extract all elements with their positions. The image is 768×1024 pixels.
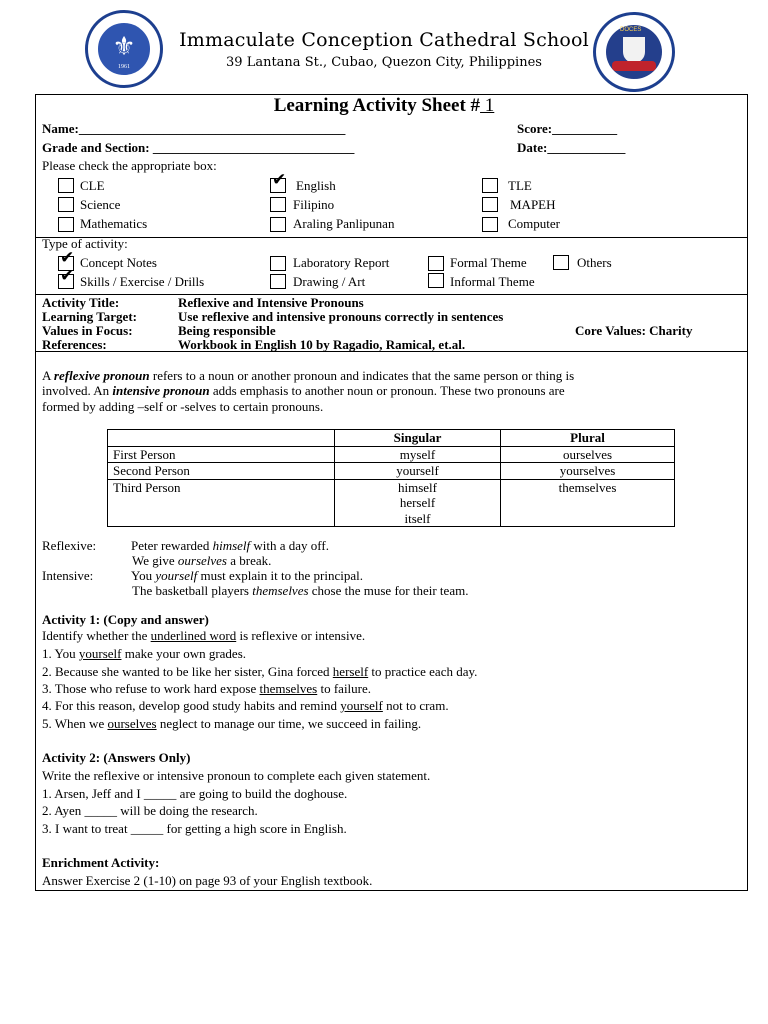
activity-1-title: Activity 1: (Copy and answer) xyxy=(42,612,209,627)
checkbox-label: MAPEH xyxy=(510,197,556,212)
checkbox-label: CLE xyxy=(80,178,105,193)
checkbox-araling-panlipunan[interactable] xyxy=(270,217,286,232)
learning-target-label: Learning Target: xyxy=(42,309,137,324)
score-field[interactable]: Score:__________ xyxy=(517,121,618,136)
activity-title-label: Activity Title: xyxy=(42,295,120,310)
references-label: References: xyxy=(42,337,107,352)
activity-1-item: 4. For this reason, develop good study habits and remind yourself not to cram. xyxy=(42,698,449,713)
checkbox-label: Laboratory Report xyxy=(293,255,390,270)
fleur-de-lis-icon: ⚜ xyxy=(112,32,136,61)
table-header: Singular xyxy=(335,430,501,447)
name-field[interactable]: Name:_________________________________________ xyxy=(42,121,346,136)
diocese-logo xyxy=(593,12,675,92)
checkbox-label: Informal Theme xyxy=(450,274,535,289)
checkbox-label: Science xyxy=(80,197,121,212)
checkbox-label: Concept Notes xyxy=(80,255,157,270)
checkbox-label: Araling Panlipunan xyxy=(293,216,395,231)
activity-2-item: 2. Ayen _____ will be doing the research. xyxy=(42,803,258,818)
checkbox-laboratory-report[interactable] xyxy=(270,256,286,271)
checkbox-label: Formal Theme xyxy=(450,255,527,270)
checkbox-english[interactable] xyxy=(270,170,287,193)
activity-1-item: 2. Because she wanted to be like her sister, Gina forced herself to practice each day. xyxy=(42,664,478,679)
activity-2-title: Activity 2: (Answers Only) xyxy=(42,750,191,765)
values-label: Values in Focus: xyxy=(42,323,133,338)
activity-1-item: 1. You yourself make your own grades. xyxy=(42,646,247,661)
table-cell: myself xyxy=(335,446,501,463)
checkbox-label: Drawing / Art xyxy=(293,274,366,289)
logo-tag: DOCES xyxy=(620,27,642,33)
table-header: Plural xyxy=(501,430,675,447)
reflexive-example-1: Peter rewarded himself with a day off. xyxy=(131,538,329,553)
checkbox-filipino[interactable] xyxy=(270,197,286,212)
checkbox-label: Skills / Exercise / Drills xyxy=(80,274,205,289)
checkbox-label: Filipino xyxy=(293,197,335,212)
divider xyxy=(35,237,748,238)
activity-2-item: 1. Arsen, Jeff and I _____ are going to build the doghouse. xyxy=(42,786,348,801)
grade-section-field[interactable]: Grade and Section: _______________________________ xyxy=(42,140,355,155)
enrichment-title: Enrichment Activity: xyxy=(42,855,160,870)
checkbox-mapeh[interactable] xyxy=(482,197,498,212)
activity-2-instructions: Write the reflexive or intensive pronoun to complete each given statement. xyxy=(42,768,431,783)
checkbox-mathematics[interactable] xyxy=(58,217,74,232)
checkbox-science[interactable] xyxy=(58,197,74,212)
checkmark-icon: ✔ xyxy=(272,170,287,190)
activity-1-instructions: Identify whether the underlined word is reflexive or intensive. xyxy=(42,628,366,643)
table-cell: themselves xyxy=(501,479,675,527)
activity-title: Reflexive and Intensive Pronouns xyxy=(178,295,364,310)
school-address: 39 Lantana St., Cubao, Quezon City, Philippines xyxy=(226,55,542,70)
table-cell: himself herself itself xyxy=(335,479,501,527)
activity-2-item: 3. I want to treat _____ for getting a high score in English. xyxy=(42,821,347,836)
school-name: Immaculate Conception Cathedral School xyxy=(179,29,589,51)
intensive-example-2: The basketball players themselves chose the muse for their team. xyxy=(132,583,469,598)
table-cell: Second Person xyxy=(108,463,335,480)
activity-type-prompt: Type of activity: xyxy=(42,236,128,251)
checkmark-icon: ✔ xyxy=(60,248,75,268)
intro-line-3: formed by adding –self or -selves to certain pronouns. xyxy=(42,399,324,414)
checkbox-label: Mathematics xyxy=(80,216,148,231)
values-in-focus: Being responsible xyxy=(178,323,276,338)
activity-1-item: 5. When we ourselves neglect to manage our time, we succeed in failing. xyxy=(42,716,422,731)
table-row xyxy=(108,446,675,463)
table-header xyxy=(108,430,335,447)
checkbox-cle[interactable] xyxy=(58,178,74,193)
sheet-title: Learning Activity Sheet # 1 xyxy=(273,95,495,116)
intro-line-2: involved. An intensive pronoun adds emphasis to another noun or pronoun. These two pronouns are xyxy=(42,383,565,398)
core-values: Core Values: Charity xyxy=(575,323,693,338)
table-row xyxy=(108,479,675,527)
checkbox-skills-exercise-drills[interactable] xyxy=(58,266,75,289)
intensive-example-1: You yourself must explain it to the principal. xyxy=(131,568,363,583)
checkbox-label: English xyxy=(296,178,336,193)
table-cell: Third Person xyxy=(108,479,335,527)
table-cell: yourself xyxy=(335,463,501,480)
ribbon-icon xyxy=(612,61,656,71)
learning-target: Use reflexive and intensive pronouns correctly in sentences xyxy=(178,309,504,324)
checkbox-label: TLE xyxy=(508,178,532,193)
logo-year: 1961 xyxy=(118,64,130,70)
checkbox-label: Others xyxy=(577,255,612,270)
intensive-label: Intensive: xyxy=(42,568,94,583)
shield-icon xyxy=(623,37,645,63)
enrichment-text: Answer Exercise 2 (1-10) on page 93 of your English textbook. xyxy=(42,873,373,888)
table-cell: ourselves xyxy=(501,446,675,463)
reflexive-label: Reflexive: xyxy=(42,538,97,553)
reflexive-example-2: We give ourselves a break. xyxy=(132,553,272,568)
table-cell: yourselves xyxy=(501,463,675,480)
checkmark-icon: ✔ xyxy=(60,266,75,286)
references: Workbook in English 10 by Ragadio, Ramical, et.al. xyxy=(178,337,466,352)
table-row xyxy=(108,463,675,480)
date-field[interactable]: Date:____________ xyxy=(517,140,626,155)
checkbox-drawing-art[interactable] xyxy=(270,274,286,289)
pronoun-table xyxy=(107,429,675,527)
divider xyxy=(35,294,748,295)
checkbox-tle[interactable] xyxy=(482,178,498,193)
table-cell: First Person xyxy=(108,446,335,463)
checkbox-formal-theme[interactable] xyxy=(428,256,444,271)
checkbox-label: Computer xyxy=(508,216,560,231)
intro-line-1: A reflexive pronoun refers to a noun or another pronoun and indicates that the same person or thing is xyxy=(42,368,575,383)
checkbox-computer[interactable] xyxy=(482,217,498,232)
activity-1-item: 3. Those who refuse to work hard expose themselves to failure. xyxy=(42,681,372,696)
checkbox-others[interactable] xyxy=(553,255,569,270)
subject-prompt: Please check the appropriate box: xyxy=(42,158,217,173)
checkbox-informal-theme[interactable] xyxy=(428,273,444,288)
